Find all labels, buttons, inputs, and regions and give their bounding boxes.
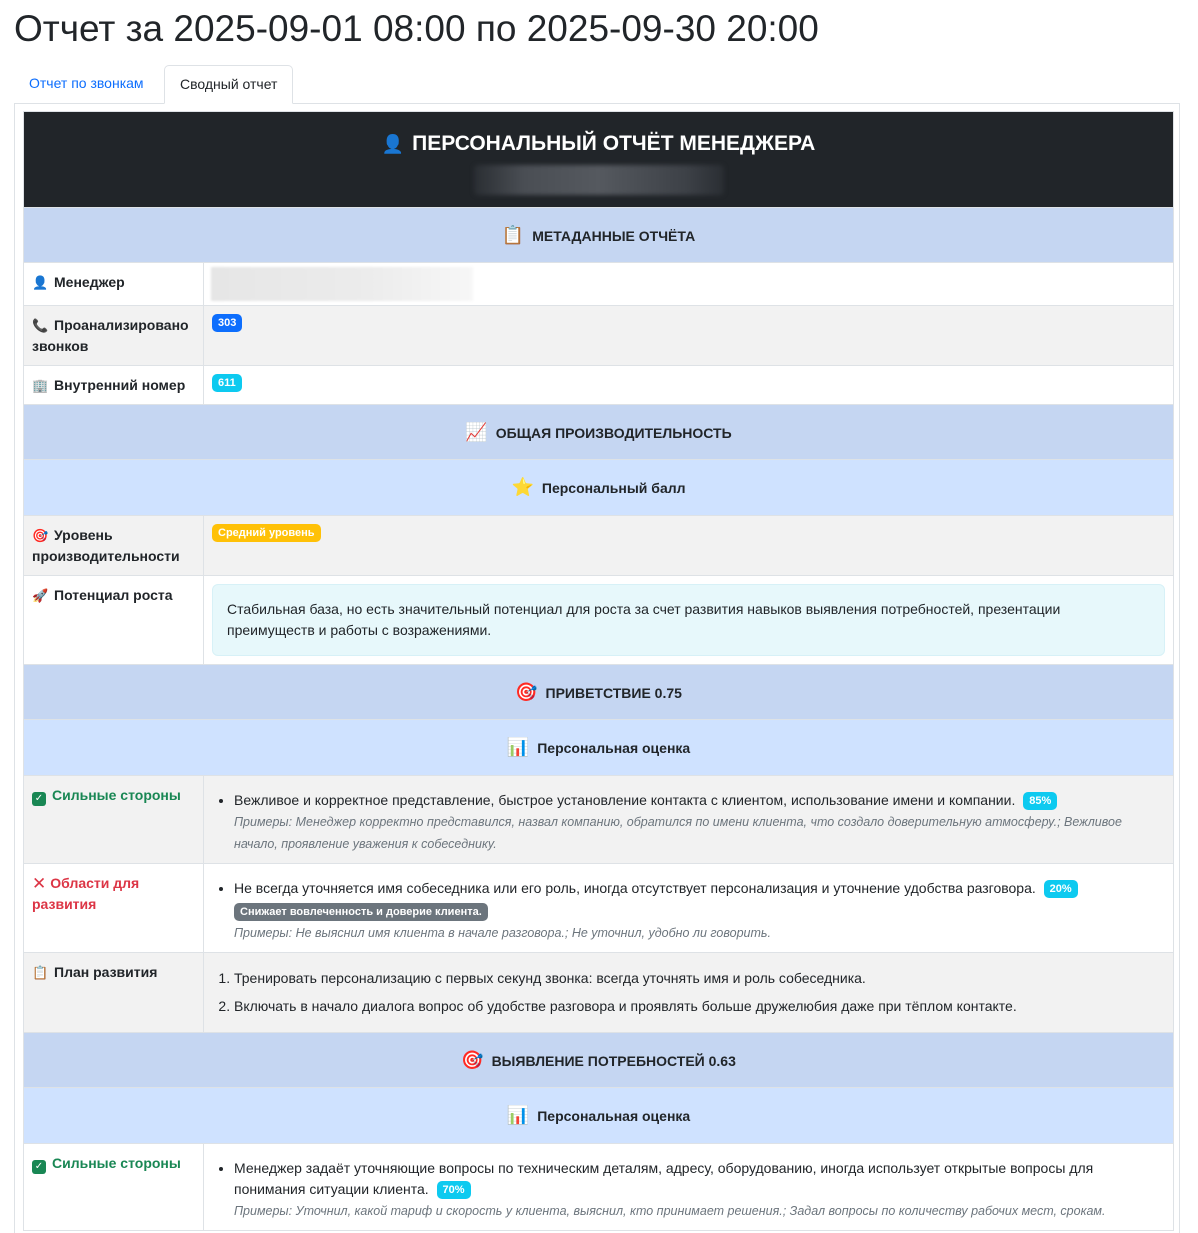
manager-label-cell bbox=[24, 263, 204, 306]
building-icon: 🏢 bbox=[32, 378, 49, 393]
report-header-title: ПЕРСОНАЛЬНЫЙ ОТЧЁТ МЕНЕДЖЕРА bbox=[412, 132, 816, 155]
greeting-plan-label-cell bbox=[24, 953, 204, 1033]
extension-badge: 611 bbox=[212, 374, 242, 392]
list-item: 2. Включать в начало диалога вопрос об удобстве разговора и проявлять больше дружелюбия даже при тёплом контакте. bbox=[234, 996, 1165, 1017]
greeting-areas-row bbox=[24, 864, 1174, 953]
manager-row bbox=[24, 263, 1174, 306]
greeting-areas-list bbox=[212, 878, 1165, 944]
greeting-strength-examples: Примеры: Менеджер корректно представился, назвал компанию, обратился по имени клиента, что создало доверительную атмосферу.; Вежливое начало, проявление уважения к собеседнику. bbox=[234, 815, 1122, 851]
calls-label-cell bbox=[24, 306, 204, 366]
extension-row bbox=[24, 366, 1174, 405]
bar-chart-icon: 📊 bbox=[506, 737, 530, 757]
greeting-strength-text: Вежливое и корректное представление, быстрое установление контакта с клиентом, использование имени и компании. bbox=[234, 792, 1016, 808]
score-subsection-header bbox=[24, 460, 1174, 516]
greeting-plan-row bbox=[24, 953, 1174, 1033]
greeting-strengths-label-cell bbox=[24, 776, 204, 864]
tab-panel bbox=[14, 103, 1180, 1233]
greeting-eval-header bbox=[24, 720, 1174, 776]
greeting-areas-label-cell bbox=[24, 864, 204, 953]
chart-up-icon: 📈 bbox=[465, 421, 488, 442]
greeting-section-header bbox=[24, 665, 1174, 720]
growth-label-cell bbox=[24, 576, 204, 665]
metadata-section-title: МЕТАДАННЫЕ ОТЧЁТА bbox=[532, 227, 696, 244]
check-icon: ✓ bbox=[32, 792, 46, 806]
level-badge: Средний уровень bbox=[212, 524, 321, 542]
greeting-section-title: ПРИВЕТСТВИЕ 0.75 bbox=[545, 684, 682, 701]
needs-strength-pct-badge: 70% bbox=[437, 1181, 471, 1199]
manager-value-cell bbox=[204, 263, 1174, 306]
clipboard-icon: 📋 bbox=[501, 224, 525, 245]
extension-value-cell bbox=[204, 366, 1174, 405]
greeting-plan-list bbox=[212, 968, 1165, 1017]
greeting-area-text: Не всегда уточняется имя собеседника или его роль, иногда отсутствует персонализация и уточнение удобства разговора. bbox=[234, 880, 1036, 896]
needs-strength-text: Менеджер задаёт уточняющие вопросы по техническим деталям, адресу, оборудованию, иногда использует открытые вопросы для понимания ситуации клиента. bbox=[234, 1160, 1094, 1197]
greeting-area-impact-badge: Снижает вовлеченность и доверие клиента. bbox=[234, 903, 488, 921]
bar-chart-icon: 📊 bbox=[506, 1105, 530, 1125]
greeting-area-examples: Примеры: Не выяснил имя клиента в начале разговора.; Не уточнил, удобно ли говорить. bbox=[234, 926, 771, 940]
growth-label: Потенциал роста bbox=[54, 587, 173, 603]
growth-value-cell bbox=[204, 576, 1174, 665]
greeting-areas-cell bbox=[204, 864, 1174, 953]
performance-section-title: ОБЩАЯ ПРОИЗВОДИТЕЛЬНОСТЬ bbox=[495, 424, 732, 441]
needs-strengths-label: Сильные стороны bbox=[52, 1155, 181, 1171]
manager-value-redacted bbox=[211, 267, 473, 301]
page-title: Отчет за 2025-09-01 08:00 по 2025-09-30 20:00 bbox=[14, 8, 819, 49]
greeting-strengths-list bbox=[212, 790, 1165, 855]
metadata-section-header bbox=[24, 208, 1174, 263]
needs-strength-examples: Примеры: Уточнил, какой тариф и скорость у клиента, выяснил, кто принимает решения.; Задал вопросы по количеству рабочих мест, срокам. bbox=[234, 1204, 1106, 1218]
level-row bbox=[24, 516, 1174, 576]
list-item bbox=[234, 878, 1165, 944]
target-icon: 🎯 bbox=[515, 681, 538, 702]
needs-strengths-list bbox=[212, 1158, 1165, 1222]
list-item bbox=[234, 1158, 1165, 1222]
report-table bbox=[23, 111, 1174, 1231]
tab-bar bbox=[14, 65, 1180, 104]
level-value-cell bbox=[204, 516, 1174, 576]
rocket-icon: 🚀 bbox=[32, 588, 49, 603]
greeting-strength-pct-badge: 85% bbox=[1023, 792, 1057, 810]
needs-strengths-row bbox=[24, 1144, 1174, 1231]
extension-label-cell bbox=[24, 366, 204, 405]
performance-section-header bbox=[24, 405, 1174, 460]
target-icon: 🎯 bbox=[461, 1049, 484, 1070]
level-label: Уровень производительности bbox=[32, 527, 180, 564]
needs-strengths-cell bbox=[204, 1144, 1174, 1231]
greeting-eval-title: Персональная оценка bbox=[537, 740, 691, 756]
tab-summary-report[interactable]: Сводный отчет bbox=[164, 65, 293, 104]
person-icon: 👤 bbox=[32, 275, 49, 290]
needs-section-title: ВЫЯВЛЕНИЕ ПОТРЕБНОСТЕЙ 0.63 bbox=[491, 1052, 736, 1069]
phone-icon: 📞 bbox=[32, 318, 49, 333]
greeting-strengths-row bbox=[24, 776, 1174, 864]
calls-label: Проанализировано звонков bbox=[32, 317, 189, 354]
greeting-strengths-cell bbox=[204, 776, 1174, 864]
greeting-strengths-label: Сильные стороны bbox=[52, 787, 181, 803]
greeting-plan-label: План развития bbox=[54, 964, 158, 980]
needs-section-header bbox=[24, 1033, 1174, 1088]
score-subsection-title: Персональный балл bbox=[541, 480, 686, 496]
greeting-plan-cell bbox=[204, 953, 1174, 1033]
report-header bbox=[24, 112, 1174, 208]
level-label-cell bbox=[24, 516, 204, 576]
tab-calls-report[interactable]: Отчет по звонкам bbox=[29, 75, 144, 91]
growth-info-box: Стабильная база, но есть значительный потенциал для роста за счет развития навыков выявления потребностей, презентации преимуществ и работы с возражениями. bbox=[212, 584, 1165, 656]
clipboard-icon: 📋 bbox=[32, 965, 49, 980]
manager-name-redacted bbox=[474, 165, 724, 195]
calls-row bbox=[24, 306, 1174, 366]
person-icon: 👤 bbox=[381, 134, 405, 154]
cross-icon: ✕ bbox=[32, 874, 47, 893]
growth-row bbox=[24, 576, 1174, 665]
list-item bbox=[234, 790, 1165, 855]
star-icon: ⭐ bbox=[511, 477, 534, 497]
list-item: 1. Тренировать персонализацию с первых секунд звонка: всегда уточнять имя и роль собеседника. bbox=[234, 968, 1165, 989]
extension-label: Внутренний номер bbox=[54, 377, 186, 393]
needs-eval-header bbox=[24, 1088, 1174, 1144]
needs-strengths-label-cell bbox=[24, 1144, 204, 1231]
check-icon: ✓ bbox=[32, 1160, 46, 1174]
calls-count-badge: 303 bbox=[212, 314, 242, 332]
manager-label: Менеджер bbox=[54, 274, 125, 290]
calls-value-cell bbox=[204, 306, 1174, 366]
target-icon: 🎯 bbox=[32, 528, 49, 543]
greeting-area-pct-badge: 20% bbox=[1044, 880, 1078, 898]
needs-eval-title: Персональная оценка bbox=[537, 1108, 691, 1124]
greeting-areas-label: Области для развития bbox=[32, 875, 140, 912]
